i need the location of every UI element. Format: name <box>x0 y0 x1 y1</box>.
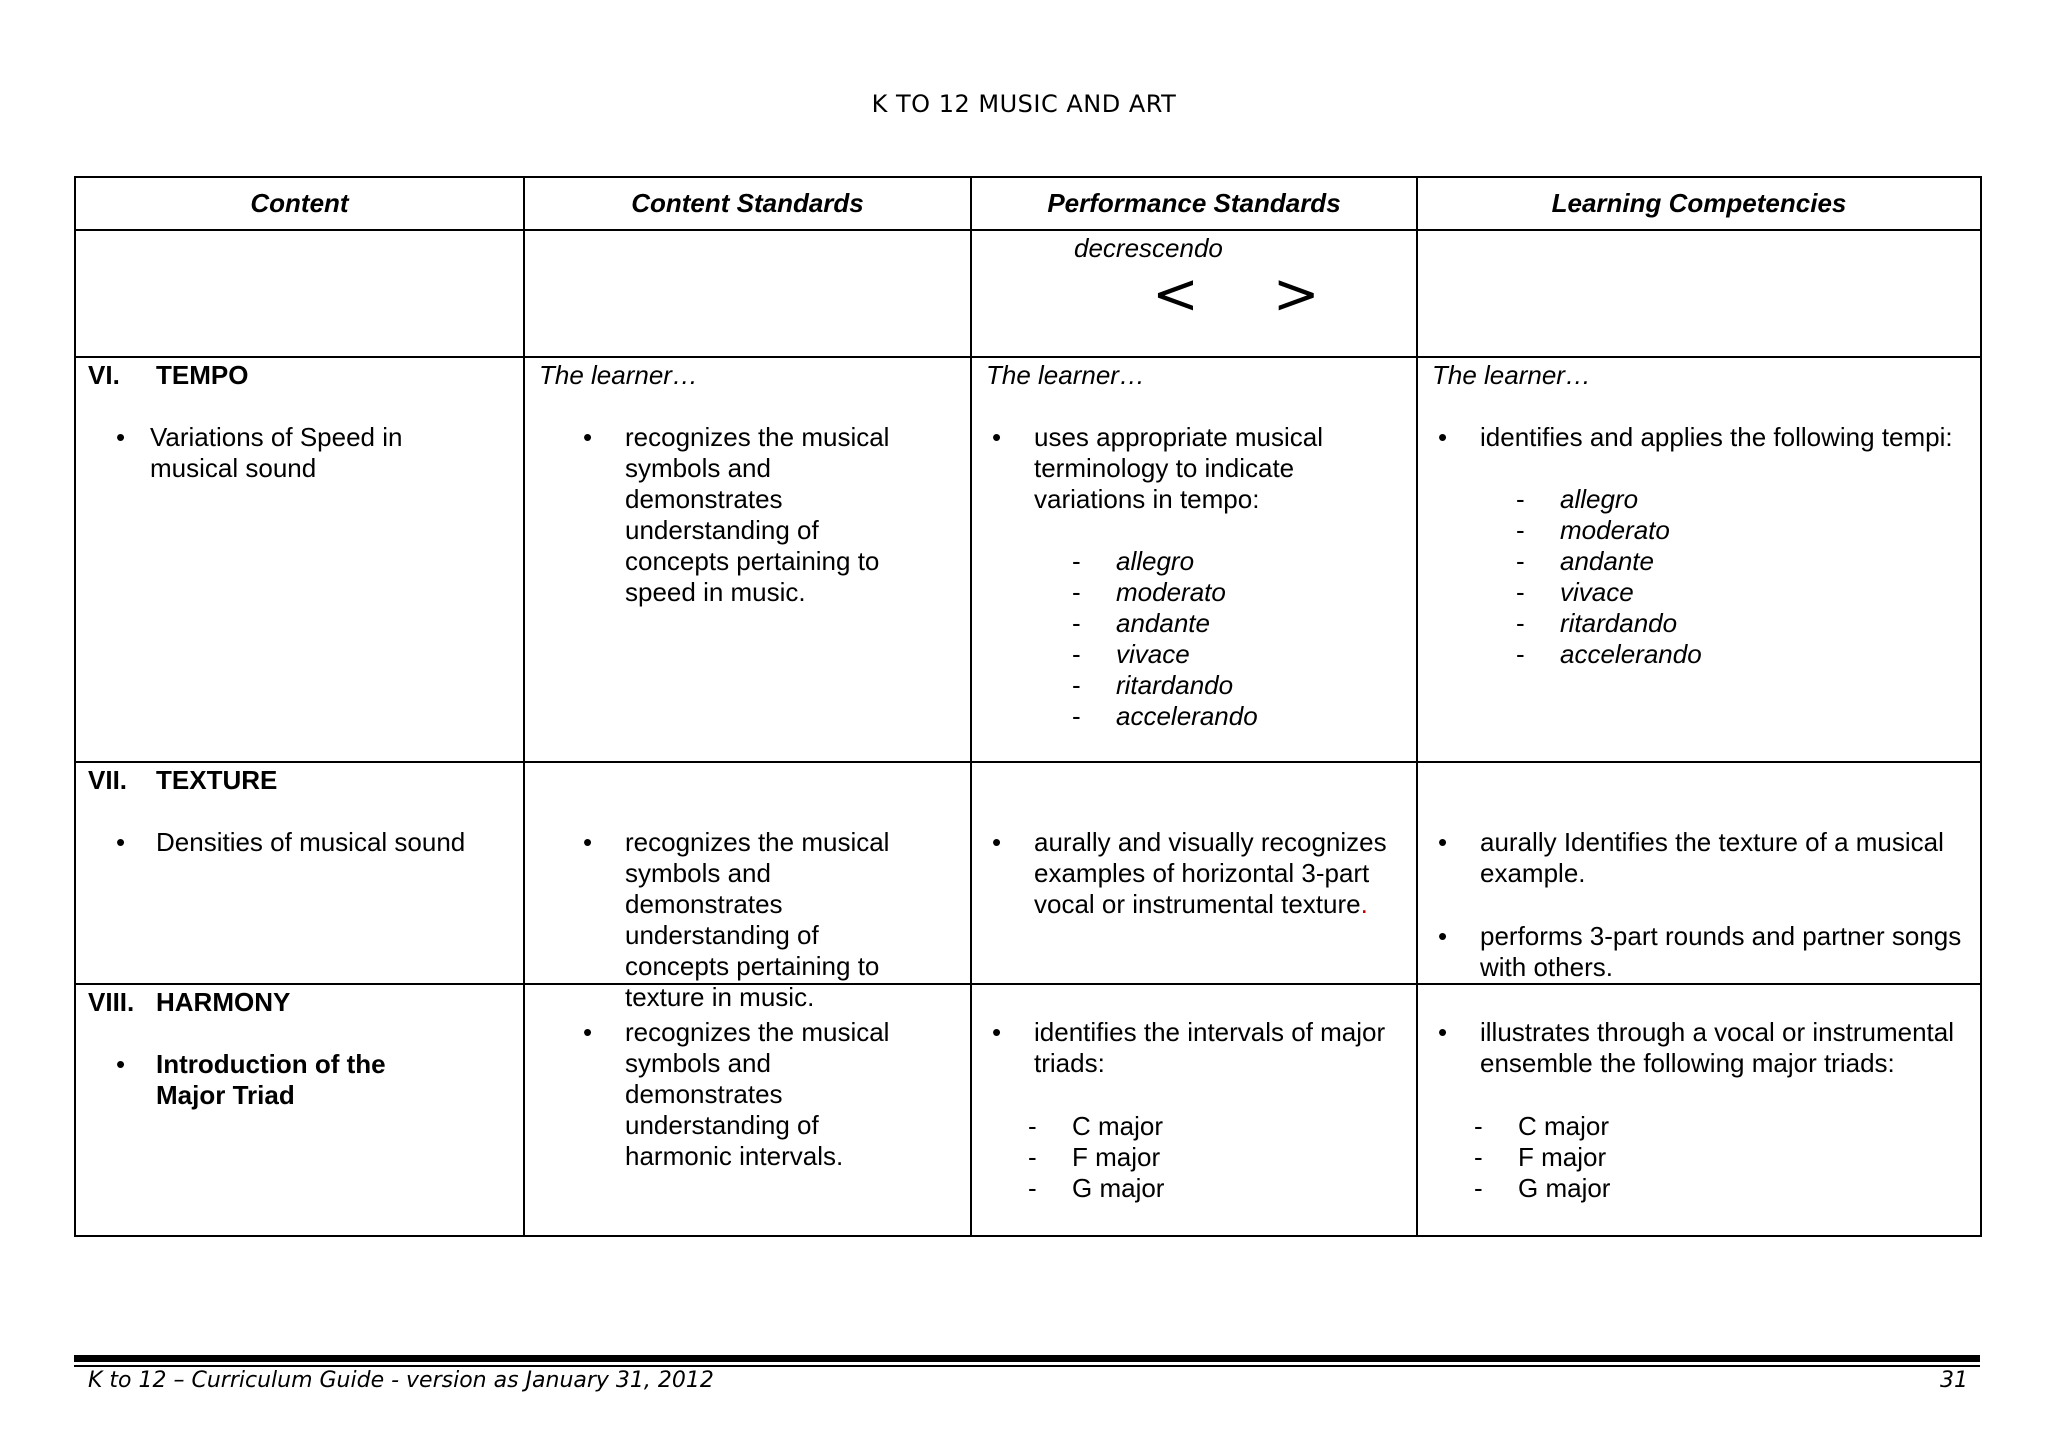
column-header-performance-standards: Performance Standards <box>971 177 1417 230</box>
footer-rule <box>74 1355 1980 1362</box>
cell-content-standard <box>524 357 971 762</box>
bullet-icon: • <box>1438 827 1448 857</box>
list-item: andante <box>1116 608 1210 638</box>
column-header-learning-competencies: Learning Competencies <box>1417 177 1981 230</box>
bullet-icon: • <box>116 422 126 452</box>
table-row <box>75 230 1981 357</box>
section-topic: TEMPO <box>156 360 249 390</box>
triad-list: - C major - F major - G major <box>1474 1111 1611 1203</box>
section-topic: HARMONY <box>156 987 291 1017</box>
section-numeral: VII. <box>88 765 128 795</box>
tempo-list: - allegro - moderato - andante - vivace - ritardando - accelerando <box>1516 484 1702 669</box>
list-item: C major <box>1518 1111 1610 1141</box>
learner-label: The learner… <box>1432 360 1591 390</box>
bullet-icon: • <box>1438 422 1448 452</box>
cell-performance-standard <box>971 762 1417 984</box>
table-row <box>75 357 1981 762</box>
list-item: accelerando <box>1560 639 1702 669</box>
bullet-icon: • <box>992 1017 1002 1047</box>
bullet-icon: • <box>116 1049 126 1079</box>
section-topic: TEXTURE <box>156 765 278 795</box>
cell-performance-standard <box>971 357 1417 762</box>
tempo-list: - allegro - moderato - andante - vivace - ritardando - accelerando <box>1072 546 1258 731</box>
list-item: allegro <box>1560 484 1639 514</box>
cell-learning-competency <box>1417 984 1981 1236</box>
column-header-content: Content <box>75 177 524 230</box>
learner-label: The learner… <box>986 360 1145 390</box>
section-numeral: VIII. <box>88 987 135 1017</box>
page-title: K TO 12 MUSIC AND ART <box>871 90 1177 118</box>
bullet-icon: • <box>1438 921 1448 951</box>
footer-version: K to 12 – Curriculum Guide - version as January 31, 2012 <box>88 1368 714 1393</box>
table-row <box>75 984 1981 1236</box>
learner-label: The learner… <box>539 360 698 390</box>
list-item: G major <box>1518 1173 1611 1203</box>
list-item: andante <box>1560 546 1654 576</box>
content-item: Variations of Speed in musical sound <box>150 422 403 483</box>
bullet-icon: • <box>1438 1017 1448 1047</box>
competency-text: performs 3-part rounds and partner songs with others. <box>1480 921 1962 982</box>
bullet-icon: • <box>583 827 593 857</box>
cell-content <box>75 230 524 357</box>
cell-content-standard <box>524 762 971 1012</box>
performance-standard-text: uses appropriate musical terminology to indicate variations in tempo: <box>1034 422 1324 514</box>
cell-learning-competency <box>1417 762 1981 984</box>
bullet-icon: • <box>992 422 1002 452</box>
curriculum-table <box>74 176 1982 1237</box>
performance-standard-text: aurally and visually recognizes examples of horizontal 3-part vocal or instrumental texture <box>1034 827 1387 919</box>
list-item: ritardando <box>1560 608 1678 638</box>
competency-text: illustrates through a vocal or instrumental ensemble the following major triads: <box>1480 1017 1955 1078</box>
triad-list: - C major - F major - G major <box>1028 1111 1165 1203</box>
list-item: vivace <box>1560 577 1634 607</box>
cell-learning-competency <box>1417 357 1981 762</box>
page-number: 31 <box>1940 1368 1968 1393</box>
competency-text: aurally Identifies the texture of a musical example. <box>1480 827 1944 888</box>
cell-content <box>75 762 524 984</box>
list-item: moderato <box>1116 577 1226 607</box>
section-numeral: VI. <box>88 360 120 390</box>
table-header-row <box>75 177 1981 230</box>
content-standard-text: recognizes the musical symbols and demonstrates understanding of harmonic intervals. <box>625 1017 890 1171</box>
performance-standard-text: identifies the intervals of major triads: <box>1034 1017 1386 1078</box>
table-row <box>75 762 1981 984</box>
bullet-icon: • <box>583 422 593 452</box>
content-item: Densities of musical sound <box>156 827 466 857</box>
list-item: allegro <box>1116 546 1195 576</box>
red-period: . <box>1360 889 1368 919</box>
content-standard-text: recognizes the musical symbols and demonstrates understanding of concepts pertaining to speed in music. <box>625 422 890 607</box>
column-header-content-standards: Content Standards <box>524 177 971 230</box>
content-item: Introduction of the Major Triad <box>156 1049 386 1110</box>
list-item: G major <box>1072 1173 1165 1203</box>
cell-performance-standard <box>971 230 1417 357</box>
footer-rule <box>74 1365 1980 1367</box>
cell-performance-standard <box>971 984 1417 1236</box>
list-item: vivace <box>1116 639 1190 669</box>
list-item: C major <box>1072 1111 1164 1141</box>
bullet-icon: • <box>992 827 1002 857</box>
cell-learning-competency <box>1417 230 1981 357</box>
list-item: F major <box>1072 1142 1161 1172</box>
bullet-icon: • <box>583 1017 593 1047</box>
list-item: ritardando <box>1116 670 1234 700</box>
list-item: F major <box>1518 1142 1607 1172</box>
competency-text: identifies and applies the following tempi: <box>1480 422 1953 452</box>
cell-content-standard <box>524 230 971 357</box>
bullet-icon: • <box>116 827 126 857</box>
cell-content <box>75 984 524 1236</box>
list-item: moderato <box>1560 515 1670 545</box>
list-item: accelerando <box>1116 701 1258 731</box>
cell-content <box>75 357 524 762</box>
dynamics-symbols: < > <box>1152 262 1348 327</box>
content-standard-text: recognizes the musical symbols and demonstrates understanding of concepts pertaining to texture in music. <box>625 827 890 1012</box>
cell-content-standard <box>524 984 971 1236</box>
decrescendo-term: decrescendo <box>1074 233 1223 263</box>
